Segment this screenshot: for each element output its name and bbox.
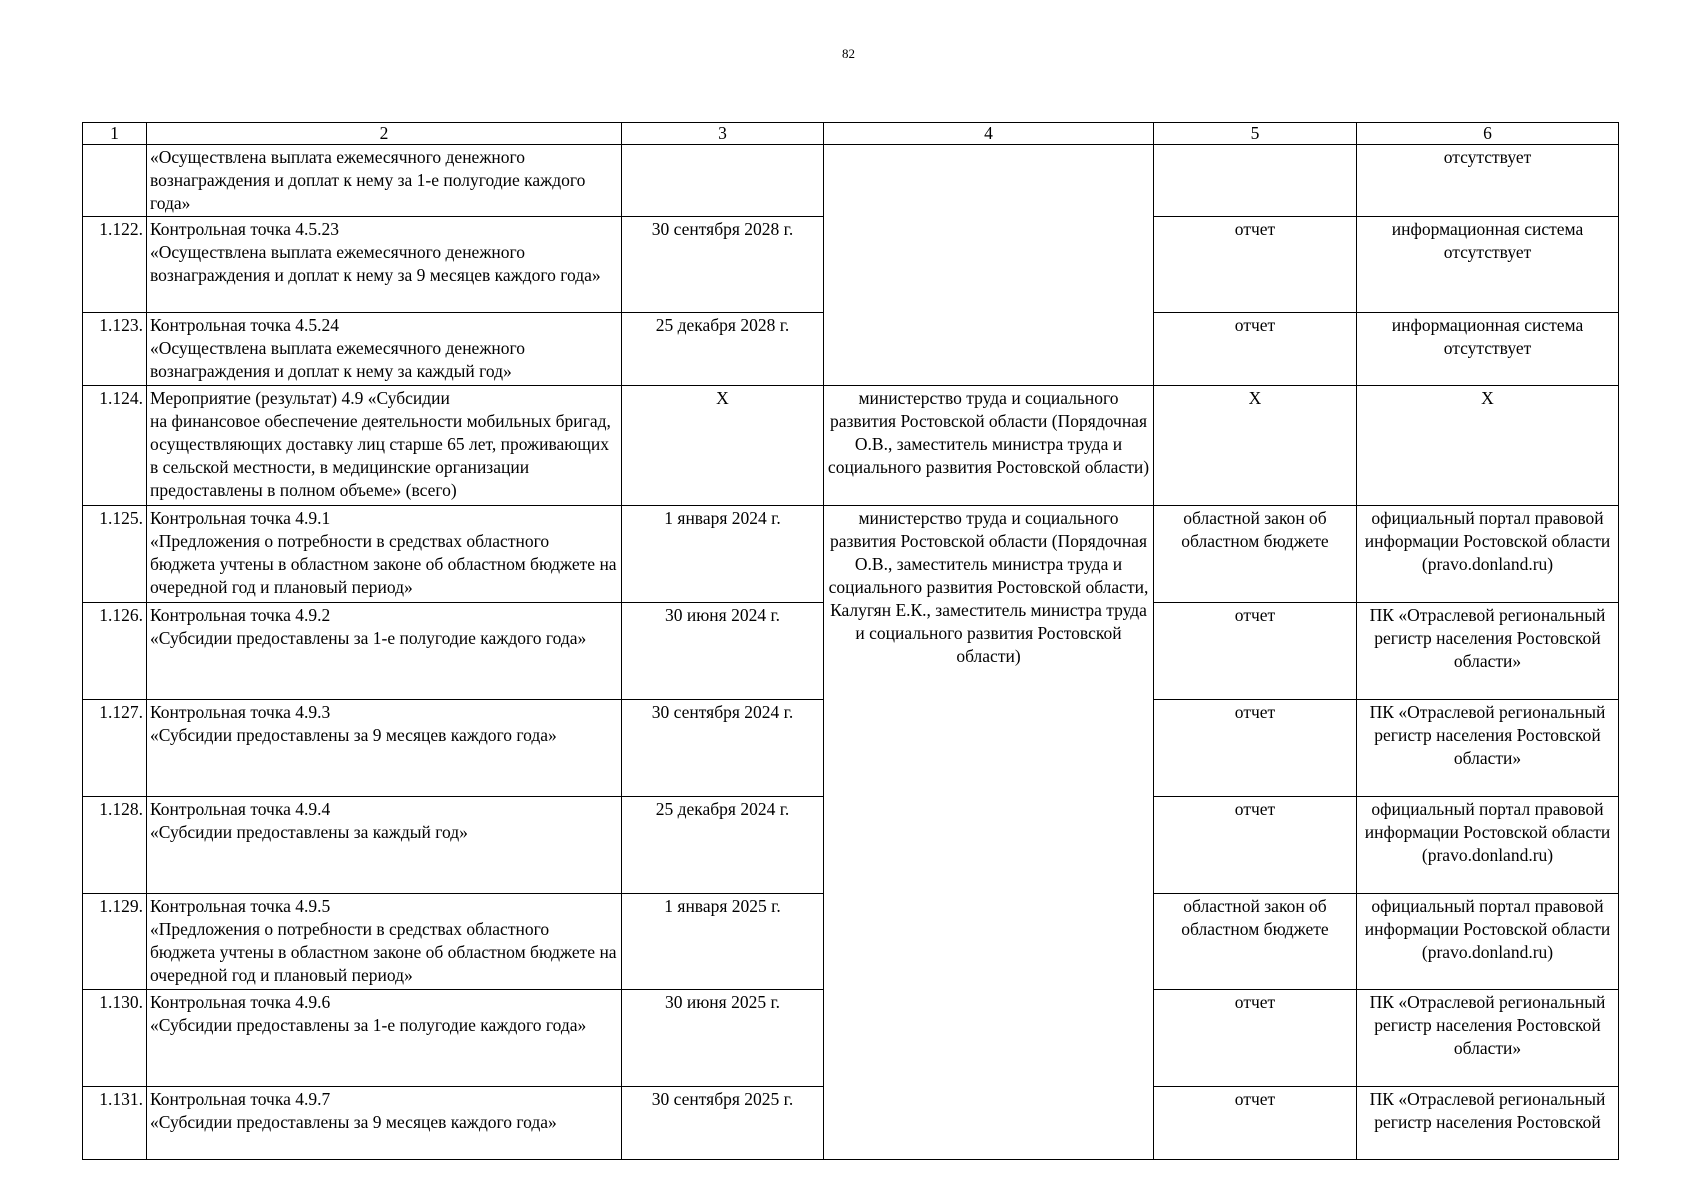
header-cell-5: 5	[1154, 123, 1357, 145]
event-result-name: Мероприятие (результат) 4.9 «Субсидии на финансовое обеспечение деятельности мобильных бригад, осуществляющих доставку лиц старше 65 лет, проживающих в сельской местности, в медицинские организации предоставлены в полном объеме» (всего)	[147, 386, 622, 506]
row-number: 1.131.	[83, 1087, 147, 1160]
header-cell-1: 1	[83, 123, 147, 145]
control-point-name: Контрольная точка 4.9.4 «Субсидии предоставлены за каждый год»	[147, 797, 622, 894]
control-point-name: Контрольная точка 4.9.3 «Субсидии предоставлены за 9 месяцев каждого года»	[147, 700, 622, 797]
control-point-name: Контрольная точка 4.5.23 «Осуществлена выплата ежемесячного денежного вознаграждения и доплат к нему за 9 месяцев каждого года»	[147, 217, 622, 313]
deadline-date: 30 сентября 2028 г.	[622, 217, 824, 313]
row-number: 1.122.	[83, 217, 147, 313]
information-system: ПК «Отраслевой региональный регистр населения Ростовской области»	[1357, 603, 1619, 700]
control-point-name: Контрольная точка 4.5.24 «Осуществлена выплата ежемесячного денежного вознаграждения и доплат к нему за каждый год»	[147, 313, 622, 386]
deadline-date: X	[622, 386, 824, 506]
document-type: отчет	[1154, 1087, 1357, 1160]
information-system: информационная система отсутствует	[1357, 313, 1619, 386]
table-row	[83, 506, 1619, 603]
row-number: 1.126.	[83, 603, 147, 700]
document-type: X	[1154, 386, 1357, 506]
table-row	[83, 386, 1619, 506]
document-type: отчет	[1154, 990, 1357, 1087]
row-number: 1.127.	[83, 700, 147, 797]
document-type	[1154, 145, 1357, 217]
control-point-name: Контрольная точка 4.9.6 «Субсидии предоставлены за 1-е полугодие каждого года»	[147, 990, 622, 1087]
information-system: официальный портал правовой информации Ростовской области (pravo.donland.ru)	[1357, 506, 1619, 603]
deadline-date: 1 января 2024 г.	[622, 506, 824, 603]
deadline-date: 30 июня 2024 г.	[622, 603, 824, 700]
information-system: ПК «Отраслевой региональный регистр населения Ростовской области»	[1357, 990, 1619, 1087]
information-system: официальный портал правовой информации Ростовской области (pravo.donland.ru)	[1357, 797, 1619, 894]
header-cell-2: 2	[147, 123, 622, 145]
responsible-executor-group: министерство труда и социального развития Ростовской области (Порядочная О.В., заместитель министра труда и социального развития Ростовской области, Калугян Е.К., заместитель министра труда и социального развития Ростовской области)	[824, 506, 1154, 1160]
deadline-date: 30 июня 2025 г.	[622, 990, 824, 1087]
information-system: официальный портал правовой информации Ростовской области (pravo.donland.ru)	[1357, 894, 1619, 990]
header-cell-4: 4	[824, 123, 1154, 145]
deadline-date: 30 сентября 2024 г.	[622, 700, 824, 797]
document-type: отчет	[1154, 700, 1357, 797]
control-point-name: Контрольная точка 4.9.5 «Предложения о потребности в средствах областного бюджета учтены в областном законе об областном бюджете на очередной год и плановый период»	[147, 894, 622, 990]
deadline-date: 25 декабря 2024 г.	[622, 797, 824, 894]
document-type: отчет	[1154, 603, 1357, 700]
information-system: ПК «Отраслевой региональный регистр населения Ростовской	[1357, 1087, 1619, 1160]
information-system: ПК «Отраслевой региональный регистр населения Ростовской области»	[1357, 700, 1619, 797]
responsible-executor: министерство труда и социального развития Ростовской области (Порядочная О.В., заместитель министра труда и социального развития Ростовской области)	[824, 386, 1154, 506]
control-point-name: Контрольная точка 4.9.2 «Субсидии предоставлены за 1-е полугодие каждого года»	[147, 603, 622, 700]
responsible-empty	[824, 145, 1154, 386]
document-type: областной закон об областном бюджете	[1154, 506, 1357, 603]
information-system: X	[1357, 386, 1619, 506]
information-system: отсутствует	[1357, 145, 1619, 217]
document-type: отчет	[1154, 797, 1357, 894]
page-number: 82	[842, 46, 855, 61]
deadline-date: 25 декабря 2028 г.	[622, 313, 824, 386]
deadline-date: 30 сентября 2025 г.	[622, 1087, 824, 1160]
information-system: информационная система отсутствует	[1357, 217, 1619, 313]
table-header-row	[83, 123, 1619, 145]
deadline-date	[622, 145, 824, 217]
header-cell-6: 6	[1357, 123, 1619, 145]
document-type: отчет	[1154, 217, 1357, 313]
control-point-name: Контрольная точка 4.9.1 «Предложения о потребности в средствах областного бюджета учтены в областном законе об областном бюджете на очередной год и плановый период»	[147, 506, 622, 603]
row-number: 1.123.	[83, 313, 147, 386]
row-number: 1.125.	[83, 506, 147, 603]
row-number	[83, 145, 147, 217]
control-point-name: «Осуществлена выплата ежемесячного денежного вознаграждения и доплат к нему за 1-е полугодие каждого года»	[147, 145, 622, 217]
control-point-name: Контрольная точка 4.9.7 «Субсидии предоставлены за 9 месяцев каждого года»	[147, 1087, 622, 1160]
document-type: отчет	[1154, 313, 1357, 386]
header-cell-3: 3	[622, 123, 824, 145]
row-number: 1.124.	[83, 386, 147, 506]
row-number: 1.130.	[83, 990, 147, 1087]
deadline-date: 1 января 2025 г.	[622, 894, 824, 990]
control-points-table	[82, 122, 1619, 1160]
row-number: 1.128.	[83, 797, 147, 894]
row-number: 1.129.	[83, 894, 147, 990]
table-row	[83, 145, 1619, 217]
document-type: областной закон об областном бюджете	[1154, 894, 1357, 990]
